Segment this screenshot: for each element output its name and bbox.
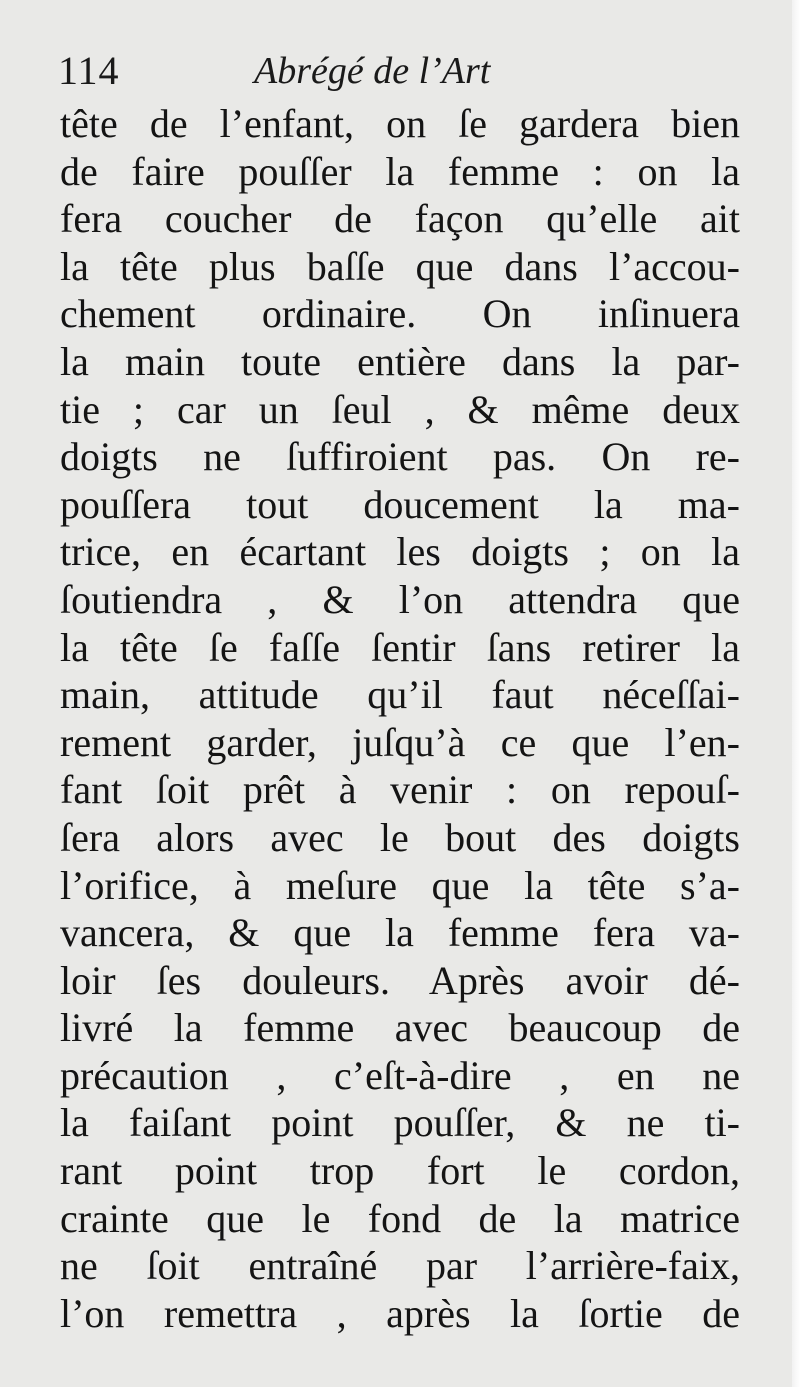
text-line: de faire pouſſer la femme : on la xyxy=(60,148,740,194)
text-line: crainte que le fond de la matrice xyxy=(60,1195,740,1241)
text-line: fera coucher de façon qu’elle ait xyxy=(60,196,740,242)
body-text xyxy=(60,100,740,1337)
text-line: la tête ſe faſſe ſentir ſans retirer la xyxy=(60,624,740,670)
text-line: tête de l’enfant, on ſe gardera bien xyxy=(60,101,740,146)
text-line: trice, en écartant les doigts ; on la xyxy=(60,529,740,575)
text-line: la tête plus baſſe que dans l’accou- xyxy=(60,243,740,289)
text-line: la faiſant point pouſſer, & ne ti- xyxy=(60,1100,740,1146)
text-line: l’orifice, à meſure que la tête s’a- xyxy=(60,862,740,908)
text-line: rement garder, juſqu’à ce que l’en- xyxy=(60,719,740,765)
text-line: doigts ne ſuffiroient pas. On re- xyxy=(60,434,740,480)
text-line: précaution , c’eſt-à-dire , en ne xyxy=(60,1052,740,1098)
page-number: 114 xyxy=(58,48,120,93)
text-line: livré la femme avec beaucoup de xyxy=(60,1005,740,1051)
running-title: Abrégé de l’Art xyxy=(254,50,491,92)
text-line: l’on remettra , après la ſortie de xyxy=(60,1290,740,1336)
page-edge xyxy=(792,0,800,1387)
text-line: tie ; car un ſeul , & même deux xyxy=(60,386,740,432)
text-line: main, attitude qu’il faut néceſſai- xyxy=(60,672,740,718)
text-line: ne ſoit entraîné par l’arrière-faix, xyxy=(60,1243,740,1289)
text-line: pouſſera tout doucement la ma- xyxy=(60,481,740,527)
text-line: loir ſes douleurs. Après avoir dé- xyxy=(60,957,740,1003)
text-line: rant point trop fort le cordon, xyxy=(60,1148,740,1194)
text-line: fant ſoit prêt à venir : on repouſ- xyxy=(60,767,740,813)
text-line: ſera alors avec le bout des doigts xyxy=(60,814,740,860)
text-line: vancera, & que la femme fera va- xyxy=(60,910,740,956)
text-line: la main toute entière dans la par- xyxy=(60,338,740,384)
text-line: chement ordinaire. On inſinuera xyxy=(60,291,740,337)
text-line: ſoutiendra , & l’on attendra que xyxy=(60,576,740,622)
